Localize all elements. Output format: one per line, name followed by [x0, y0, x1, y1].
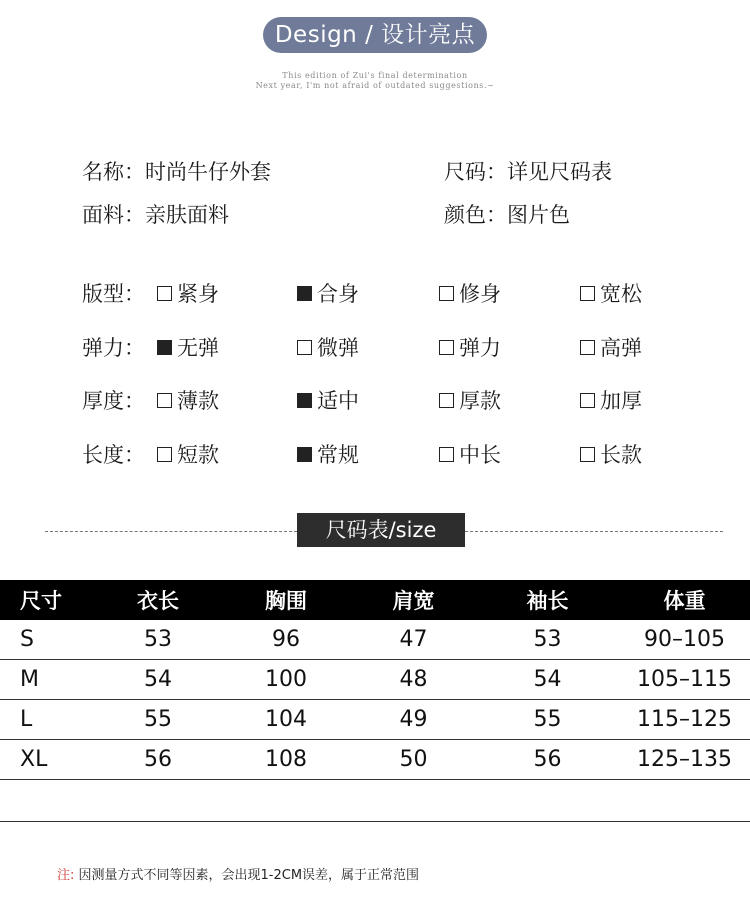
- size-table-header-cell: 尺寸: [0, 580, 95, 620]
- attribute-label: 弹力：: [82, 336, 145, 360]
- attribute-option-label: 无弹: [177, 336, 219, 360]
- unchecked-box-icon: [439, 340, 454, 355]
- attribute-option: [297, 439, 359, 469]
- checked-box-icon: [297, 393, 312, 408]
- table-cell: 56: [476, 740, 619, 780]
- design-title-badge: [263, 17, 487, 53]
- bottom-rule: [0, 821, 750, 822]
- attribute-option-label: 加厚: [600, 389, 642, 413]
- attribute-option-label: 厚款: [459, 389, 501, 413]
- dashed-divider-right: [465, 531, 723, 532]
- table-cell: 125–135: [619, 740, 750, 780]
- product-color: 颜色：图片色: [444, 203, 570, 227]
- attribute-option: [580, 332, 642, 362]
- table-cell: 115–125: [619, 700, 750, 740]
- attribute-label: 厚度：: [82, 389, 145, 413]
- attribute-option: [297, 332, 359, 362]
- tagline-line-1: This edition of Zui's final determination: [282, 71, 468, 80]
- unchecked-box-icon: [580, 286, 595, 301]
- footnote-prefix: 注:: [57, 868, 75, 883]
- attribute-option-label: 微弹: [317, 336, 359, 360]
- unchecked-box-icon: [439, 286, 454, 301]
- unchecked-box-icon: [439, 447, 454, 462]
- attribute-option-label: 长款: [600, 443, 642, 467]
- product-size: 尺码：详见尺码表: [444, 160, 612, 184]
- table-cell: XL: [0, 740, 95, 780]
- attribute-option: [157, 385, 219, 415]
- attribute-label: 版型：: [82, 282, 145, 306]
- attribute-option-label: 宽松: [600, 282, 642, 306]
- size-table-header-cell: 胸围: [221, 580, 351, 620]
- table-cell: 54: [95, 660, 221, 700]
- attribute-option-label: 修身: [459, 282, 501, 306]
- checked-box-icon: [297, 447, 312, 462]
- attribute-option-label: 高弹: [600, 336, 642, 360]
- table-cell: 96: [221, 620, 351, 660]
- tagline-line-2: Next year, I'm not afraid of outdated suggestions.~: [255, 81, 495, 90]
- table-cell: 48: [351, 660, 476, 700]
- attribute-option-label: 短款: [177, 443, 219, 467]
- table-row: [0, 700, 750, 740]
- unchecked-box-icon: [157, 393, 172, 408]
- attribute-option: [580, 278, 642, 308]
- table-cell: 105–115: [619, 660, 750, 700]
- size-chart-heading: 尺码表/size: [297, 513, 465, 547]
- table-cell: 49: [351, 700, 476, 740]
- table-cell: 53: [476, 620, 619, 660]
- table-cell: 55: [95, 700, 221, 740]
- table-cell: 50: [351, 740, 476, 780]
- product-fabric: 面料：亲肤面料: [82, 203, 229, 227]
- size-table-header-cell: 衣长: [95, 580, 221, 620]
- table-cell: 54: [476, 660, 619, 700]
- table-cell: 55: [476, 700, 619, 740]
- table-cell: 90–105: [619, 620, 750, 660]
- attribute-option-label: 弹力: [459, 336, 501, 360]
- attribute-option: [439, 332, 501, 362]
- table-cell: M: [0, 660, 95, 700]
- attribute-option-label: 紧身: [177, 282, 219, 306]
- footnote: [57, 864, 419, 883]
- size-table: [0, 580, 750, 780]
- attribute-option: [580, 385, 642, 415]
- table-cell: S: [0, 620, 95, 660]
- attribute-option: [439, 278, 501, 308]
- table-cell: 100: [221, 660, 351, 700]
- unchecked-box-icon: [157, 286, 172, 301]
- table-cell: 108: [221, 740, 351, 780]
- checked-box-icon: [297, 286, 312, 301]
- table-row: [0, 740, 750, 780]
- attribute-option-label: 适中: [317, 389, 359, 413]
- table-row: [0, 660, 750, 700]
- attribute-option: [580, 439, 642, 469]
- attribute-label: 长度：: [82, 443, 145, 467]
- size-table-header-cell: 袖长: [476, 580, 619, 620]
- footnote-text: 因测量方式不同等因素，会出现1-2CM误差，属于正常范围: [74, 868, 420, 883]
- attribute-option: [157, 278, 219, 308]
- unchecked-box-icon: [439, 393, 454, 408]
- unchecked-box-icon: [157, 447, 172, 462]
- attribute-option: [439, 385, 501, 415]
- attribute-option: [297, 385, 359, 415]
- unchecked-box-icon: [580, 340, 595, 355]
- table-row: [0, 620, 750, 660]
- table-cell: 56: [95, 740, 221, 780]
- size-table-body: [0, 620, 750, 780]
- unchecked-box-icon: [580, 393, 595, 408]
- unchecked-box-icon: [297, 340, 312, 355]
- size-table-header-cell: 肩宽: [351, 580, 476, 620]
- table-cell: 104: [221, 700, 351, 740]
- size-table-header: [0, 580, 750, 620]
- dashed-divider-left: [45, 531, 297, 532]
- product-name: 名称：时尚牛仔外套: [82, 160, 271, 184]
- table-cell: 53: [95, 620, 221, 660]
- attribute-option-label: 合身: [317, 282, 359, 306]
- attribute-option-label: 常规: [317, 443, 359, 467]
- attribute-option-label: 薄款: [177, 389, 219, 413]
- attribute-option: [439, 439, 501, 469]
- size-table-header-cell: 体重: [619, 580, 750, 620]
- design-title: Design / 设计亮点: [274, 22, 476, 48]
- table-cell: 47: [351, 620, 476, 660]
- table-cell: L: [0, 700, 95, 740]
- attribute-option: [297, 278, 359, 308]
- attribute-option: [157, 332, 219, 362]
- checked-box-icon: [157, 340, 172, 355]
- attribute-option-label: 中长: [459, 443, 501, 467]
- attribute-option: [157, 439, 219, 469]
- unchecked-box-icon: [580, 447, 595, 462]
